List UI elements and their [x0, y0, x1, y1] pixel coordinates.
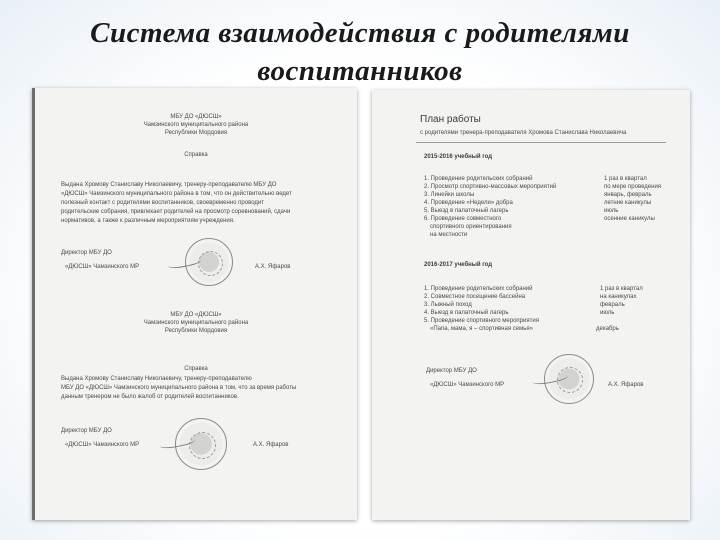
director-name: А.Х. Яфаров	[608, 382, 644, 388]
plan-item: 5. Проведение спортивного мероприятия	[424, 318, 539, 324]
plan-item: 5. Выезд в палаточный лагерь	[424, 208, 509, 214]
director-title: Директор МБУ ДО	[61, 428, 112, 434]
plan-item: 4. Выезд в палаточный лагерь	[424, 310, 509, 316]
plan-subtitle: с родителями тренера-преподавателя Хромова Станислава Николаевича	[420, 130, 627, 136]
org-header-line: МБУ ДО «ДЮСШ»	[170, 114, 222, 120]
plan-item: 1. Проведение родительских собраний	[424, 286, 533, 292]
org-header-line: Чамзинского муниципального района	[143, 122, 249, 128]
plan-item: 2. Просмотр спортивно-массовых мероприятий	[424, 184, 557, 190]
year-heading: 2015-2016 учебный год	[424, 154, 493, 160]
certificate-text-line: МБУ ДО «ДЮСШ» Чамзинского муниципального района в том, что за время работы	[61, 385, 297, 391]
plan-term: декабрь	[596, 326, 619, 332]
certificate-text-line: данным тренером не было жалоб от родителей воспитанников.	[61, 394, 239, 400]
plan-item: 6. Проведение совместного	[424, 216, 502, 222]
divider	[416, 142, 666, 143]
plan-item: спортивного ориентирования	[430, 224, 512, 230]
director-org: «ДЮСШ» Чамзинского МР	[65, 264, 140, 270]
org-header-line: Чамзинского муниципального района	[143, 320, 249, 326]
director-org: «ДЮСШ» Чамзинского МР	[65, 442, 140, 448]
certificate-text-line: «ДЮСШ» Чамзинского муниципального района в том, что он действительно ведет	[61, 191, 292, 197]
certificate-heading: Справка	[184, 152, 208, 158]
plan-item: 3. Лыжный поход	[424, 302, 472, 308]
plan-item: 3. Линейки школы	[424, 192, 475, 198]
certificate-text-line: родительские собрания, привлекает родителей на просмотр соревнований, сдачи	[61, 209, 291, 215]
plan-item: на местности	[430, 232, 468, 238]
plan-item: 4. Проведение «Недели» добра	[424, 200, 513, 206]
director-org: «ДЮСШ» Чамзинского МР	[430, 382, 505, 388]
work-plan-document	[372, 90, 690, 520]
plan-term: по мере проведения	[604, 184, 662, 190]
plan-term: февраль	[600, 302, 625, 308]
plan-item: 1. Проведение родительских собраний	[424, 176, 533, 182]
director-title: Директор МБУ ДО	[426, 368, 477, 374]
certificate-heading: Справка	[184, 366, 208, 372]
org-header-line: Республики Мордовия	[164, 328, 228, 334]
page-title	[0, 14, 720, 90]
director-name: А.Х. Яфаров	[253, 442, 289, 448]
certificate-text-line: Выдана Хромову Станиславу Николаевичу, тренеру-преподавателю	[61, 376, 252, 382]
plan-term: осенние каникулы	[604, 216, 655, 222]
certificate-text-line: полезный контакт с родителями воспитанников, своевременно проводит	[61, 200, 264, 206]
plan-term: июль	[600, 310, 615, 316]
page-title-line2: воспитанников	[257, 55, 463, 87]
year-heading: 2016-2017 учебный год	[424, 262, 493, 268]
director-name: А.Х. Яфаров	[255, 264, 291, 270]
org-header-line: Республики Мордовия	[164, 130, 228, 136]
plan-title: План работы	[420, 114, 481, 125]
plan-term: январь, февраль	[604, 192, 652, 198]
director-title: Директор МБУ ДО	[61, 250, 112, 256]
plan-item: «Папа, мама, я – спортивная семья»	[430, 326, 533, 332]
plan-term: летние каникулы	[604, 200, 652, 206]
page-title-line1: Система взаимодействия с родителями	[90, 17, 630, 49]
plan-term: июль	[604, 208, 619, 214]
plan-term: на каникулах	[600, 294, 637, 300]
certificate-text-line: Выдана Хромову Станиславу Николаевичу, тренеру-преподавателю МБУ ДО	[61, 182, 277, 188]
plan-term: 1 раз в квартал	[600, 286, 643, 292]
certificate-text-line: нормативов, а также к различным мероприятиям учреждения.	[61, 218, 235, 224]
plan-term: 1 раз в квартал	[604, 176, 647, 182]
plan-item: 2. Совместное посещение бассейна	[424, 294, 526, 300]
certificate-document	[32, 88, 357, 520]
org-header-line: МБУ ДО «ДЮСШ»	[170, 312, 222, 318]
